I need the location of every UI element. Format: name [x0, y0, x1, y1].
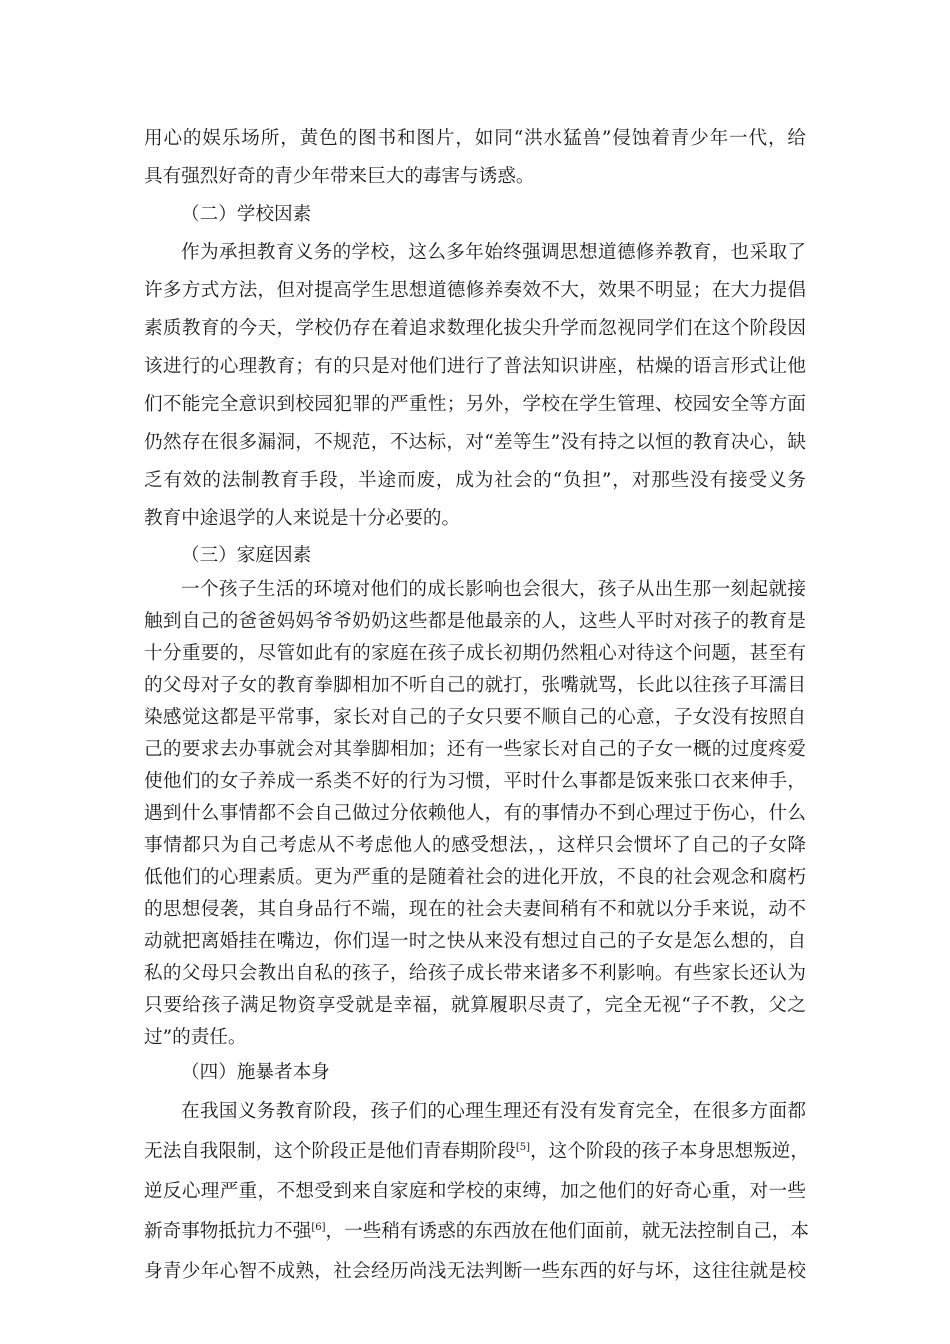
text-segment: 无法自我限制，这个阶段正是他们青春期阶段 [144, 1141, 516, 1162]
text-line: 逆反心理严重，不想受到来自家庭和学校的束缚，加之他们的好奇心重，对一些 [144, 1181, 806, 1202]
text-line: 一个孩子生活的环境对他们的成长影响也会很大，孩子从出生那一刻起就接 [181, 579, 806, 600]
section-heading-family: （三）家庭因素 [181, 545, 312, 566]
text-line: 使他们的女子养成一系类不好的行为习惯，平时什么事都是饭来张口衣来伸手， [144, 771, 806, 792]
paragraph-family [144, 574, 806, 1054]
text-line: 己的要求去办事就会对其拳脚相加；还有一些家长对自己的子女一概的过度疼爱 [144, 739, 806, 760]
section-heading-perpetrator: （四）施暴者本身 [181, 1062, 330, 1083]
text-line: 事情都只为自己考虑从不考虑他人的感受想法，，这样只会惯坏了自己的子女降 [144, 835, 806, 856]
paragraph-school [144, 234, 806, 538]
text-line: 身青少年心智不成熟，社会经历尚浅无法判断一些东西的好与坏，这往往就是校 [144, 1261, 806, 1282]
text-line: 染感觉这都是平常事，家长对自己的子女只要不顺自己的心意，子女没有按照自 [144, 707, 806, 728]
text-line: 乏有效的法制教育手段，半途而废，成为社会的“负担”，对那些没有接受义务 [144, 470, 806, 491]
text-line: 在我国义务教育阶段，孩子们的心理生理还有没有发育完全，在很多方面都 [181, 1101, 806, 1122]
citation-ref: [6] [311, 1222, 326, 1233]
text-line: 许多方式方法，但对提高学生思想道德修养奏效不大，效果不明显；在大力提倡 [144, 280, 806, 301]
text-line: 动就把离婚挂在嘴边，你们逞一时之快从来没有想过自己的子女是怎么想的，自 [144, 931, 806, 952]
text-segment: ，一些稍有诱惑的东西放在他们面前，就无法控制自己，本 [325, 1221, 809, 1242]
text-line: 的思想侵袭，其自身品行不端，现在的社会夫妻间稍有不和就以分手来说，动不 [144, 899, 806, 920]
text-segment: 新奇事物抵抗力不强 [144, 1221, 312, 1242]
text-segment: ，这个阶段的孩子本身思想叛逆， [530, 1141, 809, 1162]
text-line: 具有强烈好奇的青少年带来巨大的毒害与诱惑。 [144, 166, 535, 187]
section-heading-school: （二）学校因素 [181, 204, 312, 225]
text-line: 过”的责任。 [144, 1027, 247, 1048]
text-line: 素质教育的今天，学校仍存在着追求数理化拔尖升学而忽视同学们在这个阶段因 [144, 318, 806, 339]
paragraph-perpetrator [144, 1092, 809, 1292]
paragraph-entertainment [144, 120, 806, 196]
citation-ref: [5] [515, 1142, 531, 1153]
text-line [144, 1132, 809, 1172]
text-line: 的父母对子女的教育拳脚相加不听自己的就打，张嘴就骂，长此以往孩子耳濡目 [144, 675, 806, 696]
text-line: 触到自己的爸爸妈妈爷爷奶奶这些都是他最亲的人，这些人平时对孩子的教育是 [144, 611, 806, 632]
text-line [144, 1212, 809, 1252]
text-line: 仍然存在很多漏洞，不规范，不达标，对“差等生”没有持之以恒的教育决心，缺 [144, 432, 806, 453]
text-line: 用心的娱乐场所，黄色的图书和图片，如同“洪水猛兽”侵蚀着青少年一代，给 [144, 128, 806, 149]
document-page [144, 120, 809, 1292]
text-line: 们不能完全意识到校园犯罪的严重性；另外，学校在学生管理、校园安全等方面 [144, 394, 806, 415]
text-line: 私的父母只会教出自私的孩子，给孩子成长带来诸多不利影响。有些家长还认为 [144, 963, 806, 984]
text-line: 遇到什么事情都不会自己做过分依赖他人，有的事情办不到心理过于伤心，什么 [144, 803, 806, 824]
text-line: 教育中途退学的人来说是十分必要的。 [144, 508, 461, 529]
text-line: 作为承担教育义务的学校，这么多年始终强调思想道德修养教育，也采取了 [181, 242, 806, 263]
text-line: 该进行的心理教育；有的只是对他们进行了普法知识讲座，枯燥的语言形式让他 [144, 356, 806, 377]
text-line: 低他们的心理素质。更为严重的是随着社会的进化开放，不良的社会观念和腐朽 [144, 867, 806, 888]
text-line: 十分重要的，尽管如此有的家庭在孩子成长初期仍然粗心对待这个问题，甚至有 [144, 643, 806, 664]
text-line: 只要给孩子满足物资享受就是幸福，就算履职尽责了，完全无视“子不教，父之 [144, 995, 806, 1016]
